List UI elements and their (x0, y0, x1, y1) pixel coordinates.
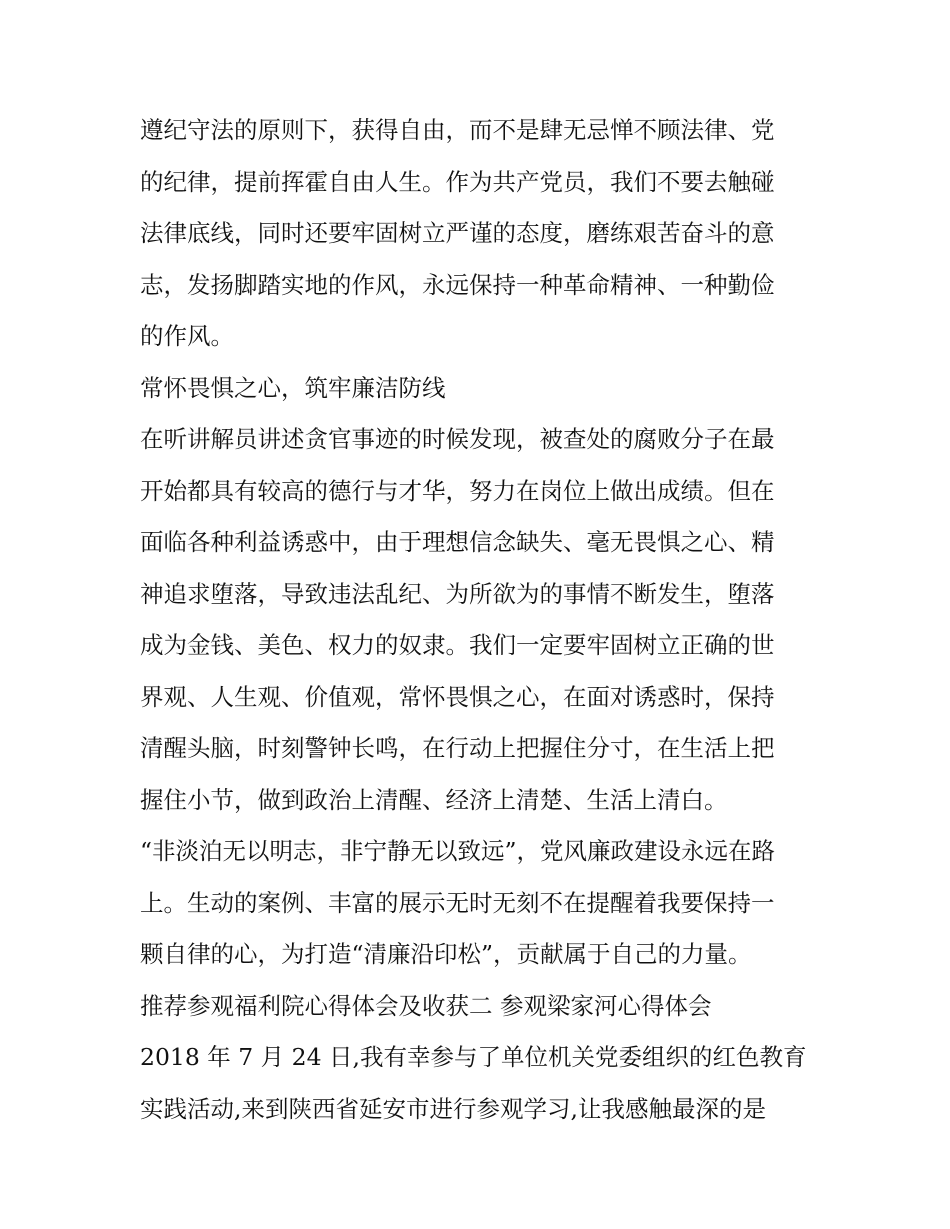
text-line: 法律底线，同时还要牢固树立严谨的态度，磨练艰苦奋斗的意 (140, 219, 775, 247)
text-line: 2018 年 7 月 24 日,我有幸参与了单位机关党委组织的红色教育 (140, 1043, 807, 1071)
document-page (140, 105, 815, 1135)
text-line: 的纪律，提前挥霍自由人生。作为共产党员，我们不要去触碰 (140, 167, 775, 196)
text-line: 成为金钱、美色、权力的奴隶。我们一定要牢固树立正确的世 (140, 631, 775, 659)
text-line: 面临各种利益诱惑中，由于理想信念缺失、毫无畏惧之心、精 (140, 528, 775, 556)
section-heading: 常怀畏惧之心，筑牢廉洁防线 (140, 373, 446, 402)
text-line: 实践活动,来到陕西省延安市进行参观学习,让我感触最深的是 (140, 1094, 766, 1123)
section-heading: 推荐参观福利院心得体会及收获二 参观梁家河心得体会 (140, 991, 712, 1020)
text-line: 在听讲解员讲述贪官事迹的时候发现，被查处的腐败分子在最 (140, 425, 775, 453)
text-line: 遵纪守法的原则下，获得自由，而不是肆无忌惮不顾法律、党 (140, 116, 775, 144)
text-line: 上。生动的案例、丰富的展示无时无刻不在提醒着我要保持一 (140, 888, 775, 917)
text-line: 颗自律的心，为打造“清廉沿印松”，贡献属于自己的力量。 (140, 940, 752, 968)
text-line: 的作风。 (140, 322, 234, 350)
text-line: 神追求堕落，导致违法乱纪、为所欲为的事情不断发生，堕落 (140, 579, 775, 608)
text-line: 清醒头脑，时刻警钟长鸣，在行动上把握住分寸，在生活上把 (140, 734, 775, 762)
text-line: 开始都具有较高的德行与才华，努力在岗位上做出成绩。但在 (140, 476, 775, 505)
text-line: 志，发扬脚踏实地的作风，永远保持一种革命精神、一种勤俭 (140, 270, 775, 299)
text-line: 握住小节，做到政治上清醒、经济上清楚、生活上清白。 (140, 785, 728, 814)
text-line: 界观、人生观、价值观，常怀畏惧之心，在面对诱惑时，保持 (140, 682, 775, 711)
text-line: “非淡泊无以明志，非宁静无以致远”，党风廉政建设永远在路 (140, 837, 776, 865)
